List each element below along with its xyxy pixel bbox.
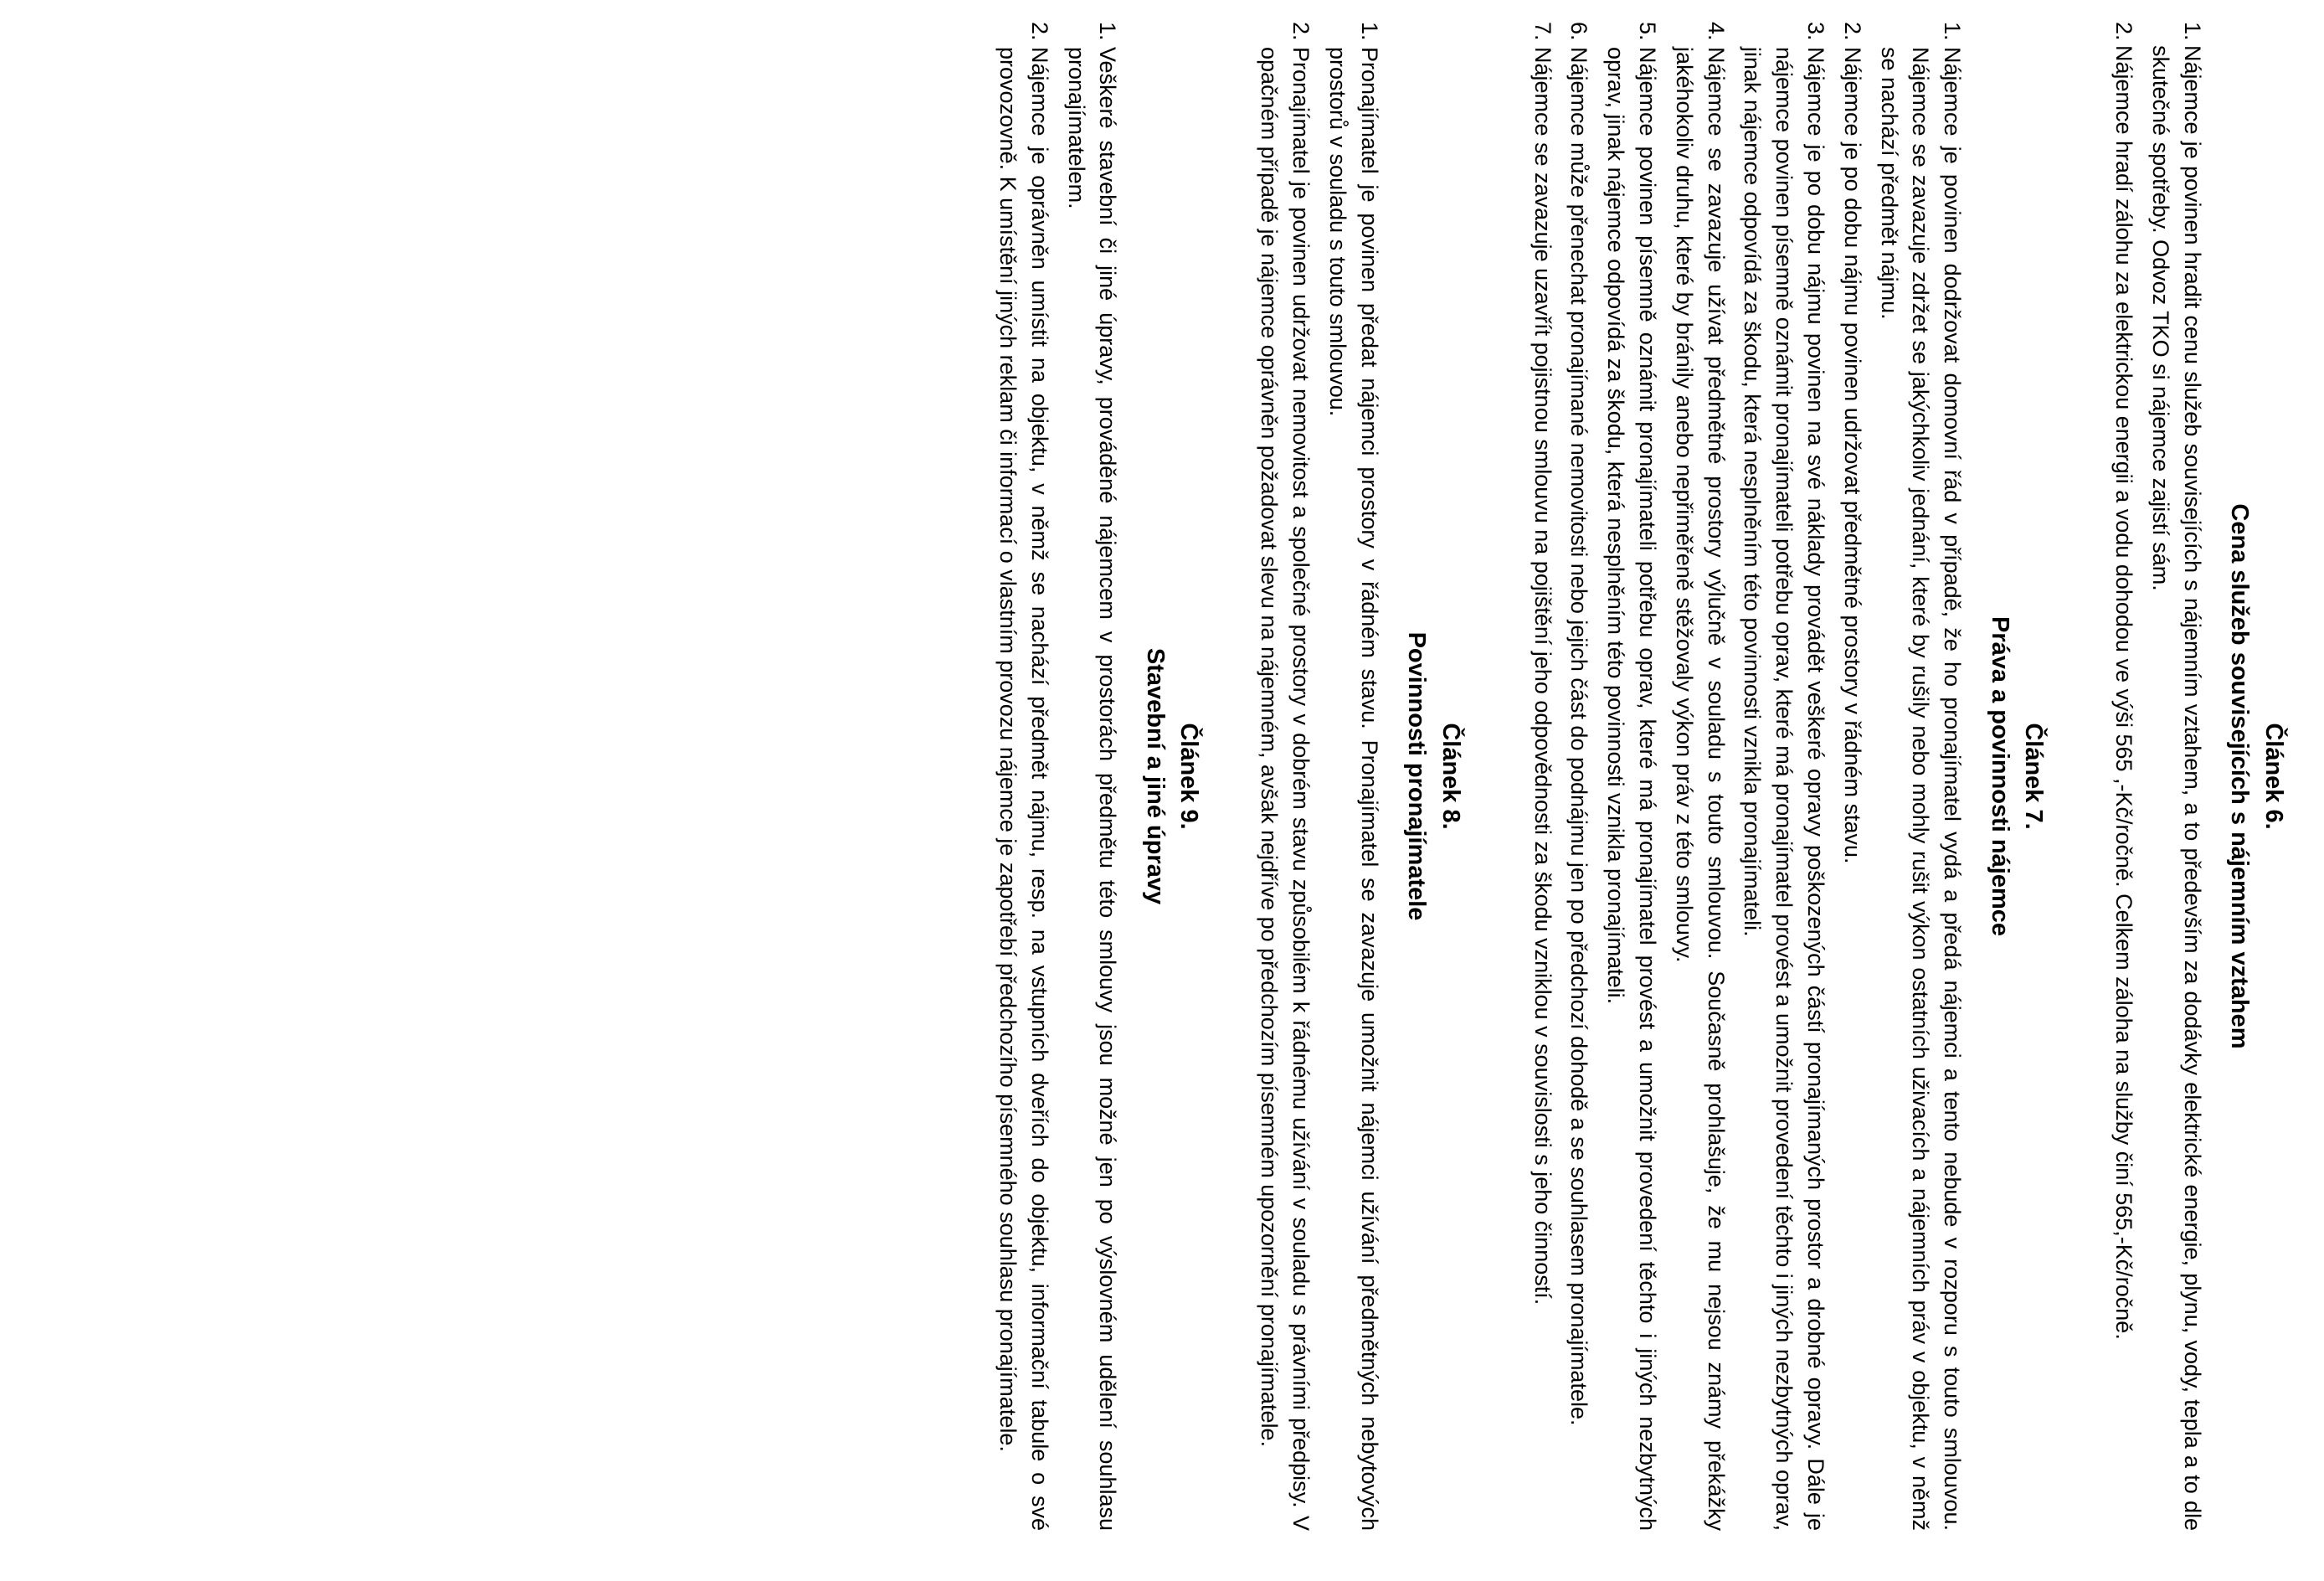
article-7-heading xyxy=(1982,22,2050,1531)
clause-text: Pronajímatel je povinen udržovat nemovitost a společné prostory v dobrém stavu způsobilém k řádnému užívání v souladu s právními předpisy. V opačném případě je nájemce oprávněn požadovat slevu na nájemném, avšak nejdříve po předchozím písemném upozornění pronajímatele. xyxy=(1257,47,1314,1531)
clause-text: Pronajímatel je povinen předat nájemci prostory v řádném stavu. Pronajímatel se zavazuje umožnit nájemci užívání předmětných nebytových prostorů v souladu s touto smlouvou. xyxy=(1324,47,1382,1531)
article-7 xyxy=(1526,22,2051,1531)
article-9-clause-2 xyxy=(991,22,1055,1531)
article-6-number: Článek 6. xyxy=(2260,723,2287,830)
clause-number: 5. xyxy=(1635,22,1661,41)
clause-text: Nájemce se zavazuje uzavřít pojistnou smlouvu na pojištění jeho odpovědnosti za škodu vzniklou v souvislosti s jeho činností. xyxy=(1530,47,1555,1305)
clause-text: Nájemce povinen písemně oznámit pronajímateli potřebu oprav, které má pronajímatel provést a umožnit provedení těchto i jiných nezbytných oprav, jinak nájemce odpovídá za škodu, která nesplněním této povinnosti vznikla pronajímateli. xyxy=(1603,47,1661,1531)
article-8-heading xyxy=(1400,22,1468,1531)
clause-number: 4. xyxy=(1703,22,1729,41)
article-6-heading xyxy=(2223,22,2291,1531)
article-9-clause-1 xyxy=(1060,22,1123,1531)
article-6-title: Cena služeb souvisejících s nájemním vztahem xyxy=(2226,503,2254,1049)
article-7-number: Článek 7. xyxy=(2020,723,2048,830)
article-7-clause-5 xyxy=(1599,22,1663,1531)
clause-number: 1. xyxy=(1940,22,1966,41)
article-6-clause-2 xyxy=(2107,22,2139,1531)
clause-number: 1. xyxy=(1356,22,1382,41)
article-6 xyxy=(2107,22,2291,1531)
clause-number: 1. xyxy=(1095,22,1121,41)
clause-text: Nájemce je povinen dodržovat domovní řád v případě, že ho pronajímatel vydá a předá nájemci a tento nebude v rozporu s touto smlouvou. Nájemce se zavazuje zdržet se jakýchkoliv jednání, které by rušily nebo mohly rušit výkon ostatních uživacích a nájemních práv v objektu, v němž se nachází předmět nájmu. xyxy=(1876,47,1966,1531)
article-7-clause-7 xyxy=(1526,22,1558,1531)
clause-text: Nájemce hradí zálohu za elektrickou energii a vodu dohodou ve výši 565 ,-Kč/ročně. Celkem záloha na služby činí 565,-Kč/ročně. xyxy=(2111,45,2137,1340)
clause-text: Nájemce je po dobu nájmu povinen na své náklady provádět veškeré opravy poškozených částí pronajímaných prostor a drobné opravy. Dále je nájemce povinen písemně oznámit pronajímateli potřebu oprav, které má pronajímatel provést a umožnit provedení těchto i jiných nezbytných oprav, jinak nájemce odpovídá za škodu, která nesplněním této povinnosti vznikla pronajímateli. xyxy=(1740,47,1829,1531)
article-7-clause-2 xyxy=(1836,22,1868,1531)
article-8-title: Povinnosti pronajímatele xyxy=(1403,631,1431,921)
clause-number: 2. xyxy=(1288,22,1314,41)
article-9 xyxy=(991,22,1206,1531)
clause-text: Nájemce může přenechat pronajímané nemovitosti nebo jejich část do podnájmu jen po předchozí dohodě a se souhlasem pronajímatele. xyxy=(1566,47,1592,1426)
clause-number: 6. xyxy=(1566,22,1592,41)
article-8-clause-1 xyxy=(1321,22,1385,1531)
clause-number: 2. xyxy=(1026,22,1052,41)
article-7-clause-1 xyxy=(1873,22,1967,1531)
clause-text: Veškeré stavební či jiné úpravy, prováděné nájemcem v prostorách předmětu této smlouvy jsou možné jen po výslovném udělení souhlasu pronajímatelem. xyxy=(1063,47,1121,1531)
clause-text: Nájemce je oprávněn umístit na objektu, v němž se nachází předmět nájmu, resp. na vstupních dveřích do objektu, informační tabule o své provozovně. K umístění jiných reklam či informací o vlastním provozu nájemce je zapotřebí předchozího písemného souhlasu pronajímatele. xyxy=(995,47,1052,1531)
article-7-clause-4 xyxy=(1668,22,1731,1531)
article-9-number: Článek 9. xyxy=(1175,723,1203,830)
article-7-title: Práva a povinnosti nájemce xyxy=(1986,616,2013,936)
article-7-clause-6 xyxy=(1563,22,1595,1531)
article-6-clause-1 xyxy=(2144,22,2208,1531)
article-8-number: Článek 8. xyxy=(1437,723,1464,830)
article-7-clause-3 xyxy=(1736,22,1831,1531)
article-9-heading xyxy=(1138,22,1206,1531)
clause-number: 3. xyxy=(1803,22,1829,41)
article-9-title: Stavební a jiné úpravy xyxy=(1141,647,1169,905)
clause-text: Nájemce je po dobu nájmu povinen udržovat předmětné prostory v řádném stavu. xyxy=(1839,47,1865,864)
clause-number: 2. xyxy=(1839,22,1865,41)
clause-text: Nájemce se zavazuje užívat předmětné prostory výlučně v souladu s touto smlouvou. Současně prohlašuje, že mu nejsou známy překážky jakéhokoliv druhu, které by bránily anebo nepřiměřeně stěžovaly výkon práv z této smlouvy. xyxy=(1671,47,1729,1531)
clause-number: 7. xyxy=(1530,22,1555,41)
clause-number: 1. xyxy=(2179,22,2205,41)
article-8 xyxy=(1253,22,1468,1531)
clause-text: Nájemce je povinen hradit cenu služeb souvisejících s nájemním vztahem, a to především za dodávky elektrické energie, plynu, vody, tepla a to dle skutečné spotřeby. Odvoz TKO si nájemce zajistí sám. xyxy=(2148,45,2205,1531)
article-8-clause-2 xyxy=(1253,22,1317,1531)
clause-number: 2. xyxy=(2111,22,2137,41)
